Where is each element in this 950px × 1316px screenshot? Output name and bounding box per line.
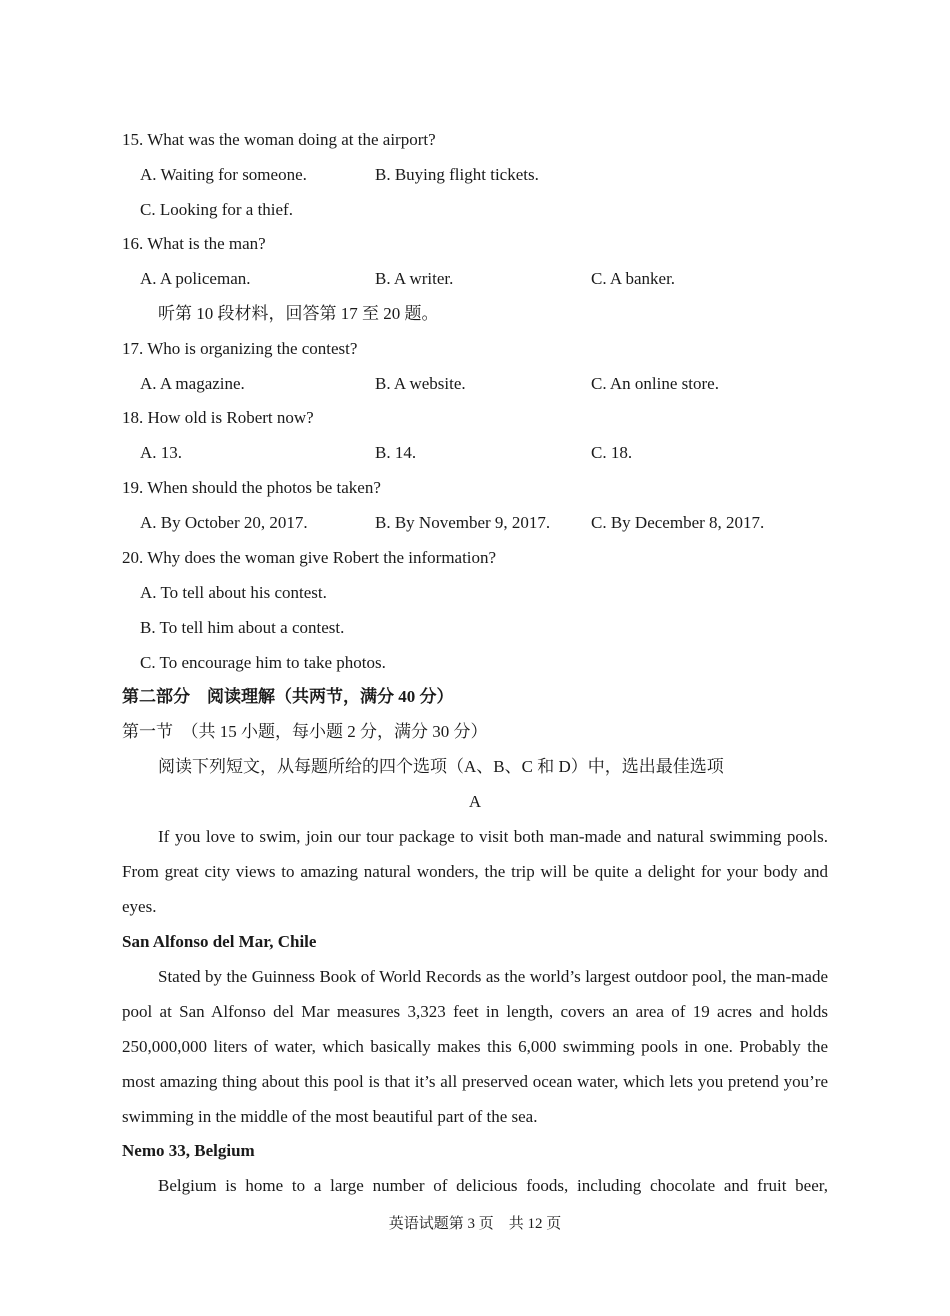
subheading-san-alfonso: San Alfonso del Mar, Chile	[122, 932, 317, 951]
question-17-option-c: C. An online store.	[591, 374, 719, 393]
question-19-stem: 19. When should the photos be taken?	[122, 478, 381, 497]
question-15-option-a: A. Waiting for someone.	[140, 165, 307, 184]
passage-letter: A	[468, 792, 482, 811]
question-18-option-a: A. 13.	[140, 443, 183, 462]
question-20-stem: 20. Why does the woman give Robert the information?	[122, 548, 497, 567]
question-16-option-a: A. A policeman.	[140, 269, 251, 288]
page-footer: 英语试题第 3 页 共 12 页	[388, 1216, 562, 1232]
section-10-instruction: 听第 10 段材料，回答第 17 至 20 题。	[158, 304, 439, 323]
passage-paragraph-san-alfonso: Stated by the Guinness Book of World Records as the world’s largest outdoor pool, the man-made pool at San Alfonso del Mar measures 3,323 feet in length, covers an area of 19 acres and holds 250,000,000 liters of water, which basically makes this 6,000 swimming pools in one. Probably the most amazing thing about this pool is that it’s all preserved ocean water, which lets you pretend you’re swimming in the middle of the most beautiful part of the sea.	[122, 967, 828, 1126]
question-17-option-b: B. A website.	[375, 374, 466, 393]
question-16-option-c: C. A banker.	[591, 269, 676, 288]
question-16-option-b: B. A writer.	[375, 269, 454, 288]
question-20-option-c: C. To encourage him to take photos.	[140, 653, 386, 672]
question-18-option-c: C. 18.	[591, 443, 633, 462]
question-17-stem: 17. Who is organizing the contest?	[122, 339, 358, 358]
reading-instruction: 阅读下列短文，从每题所给的四个选项（A、B、C 和 D）中，选出最佳选项	[158, 757, 724, 776]
question-19-option-b: B. By November 9, 2017.	[375, 513, 551, 532]
part-2-heading: 第二部分 阅读理解（共两节，满分 40 分）	[122, 687, 454, 706]
section-1-heading: 第一节 （共 15 小题，每小题 2 分，满分 30 分）	[122, 722, 488, 741]
question-15-stem: 15. What was the woman doing at the airport?	[122, 130, 436, 149]
question-19-option-a: A. By October 20, 2017.	[140, 513, 308, 532]
question-18-option-b: B. 14.	[375, 443, 417, 462]
passage-intro: If you love to swim, join our tour package to visit both man-made and natural swimming pools. From great city views to amazing natural wonders, the trip will be quite a delight for your body and eyes.	[122, 827, 828, 916]
question-15-option-b: B. Buying flight tickets.	[375, 165, 539, 184]
passage-paragraph-nemo-33: Belgium is home to a large number of delicious foods, including chocolate and fruit beer,	[158, 1176, 828, 1195]
question-15-option-c: C. Looking for a thief.	[140, 200, 293, 219]
subheading-nemo-33: Nemo 33, Belgium	[122, 1141, 255, 1160]
question-18-stem: 18. How old is Robert now?	[122, 408, 314, 427]
question-19-option-c: C. By December 8, 2017.	[591, 513, 765, 532]
question-20-option-a: A. To tell about his contest.	[140, 583, 327, 602]
question-16-stem: 16. What is the man?	[122, 234, 266, 253]
question-20-option-b: B. To tell him about a contest.	[140, 618, 345, 637]
question-17-option-a: A. A magazine.	[140, 374, 245, 393]
